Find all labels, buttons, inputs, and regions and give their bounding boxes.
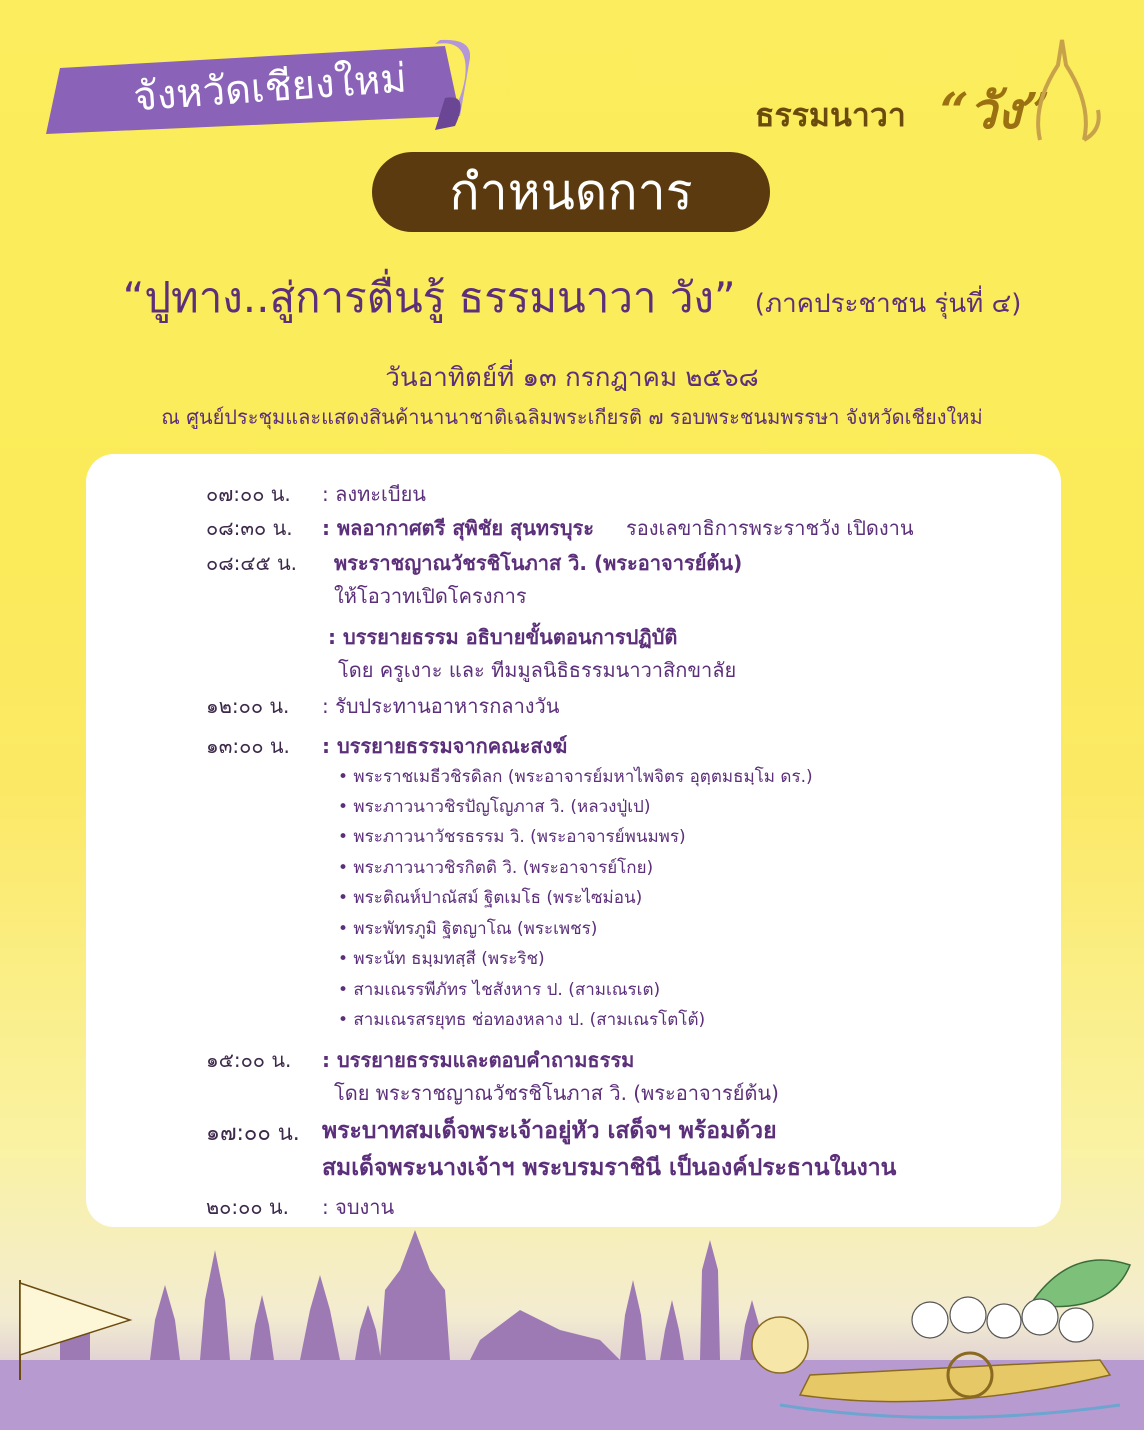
time-label: ๐๘:๔๕ น.	[206, 551, 298, 575]
temple-roof-icon	[1010, 35, 1105, 145]
monk-list-item: • พระนัท ธมฺมทสฺสี (พระริช)	[338, 949, 545, 969]
province-ribbon	[40, 38, 470, 138]
event-subtitle: (ภาคประชาชน รุ่นที่ ๔)	[754, 289, 1022, 319]
time-label: ๑๓:๐๐ น.	[206, 734, 290, 758]
schedule-title: กำหนดการ	[372, 152, 770, 232]
monk-list-item: • พระภาวนาวชิรกิตติ วิ. (พระอาจารย์โกย)	[338, 858, 654, 878]
time-label: ๐๘:๓๐ น.	[206, 516, 293, 540]
brand-wang: “วัง”	[940, 81, 1051, 140]
schedule-item: สมเด็จพระนางเจ้าฯ พระบรมราชินี เป็นองค์ประธานในงาน	[322, 1155, 897, 1181]
schedule-item: รองเลขาธิการพระราชวัง เปิดงาน	[626, 516, 914, 540]
schedule-item: : บรรยายธรรมและตอบคำถามธรรม	[322, 1048, 635, 1072]
schedule-item: : ลงทะเบียน	[322, 482, 426, 506]
time-label: ๐๗:๐๐ น.	[206, 482, 291, 506]
time-label: ๒๐:๐๐ น.	[206, 1195, 289, 1219]
schedule-item: ให้โอวาทเปิดโครงการ	[334, 584, 527, 608]
schedule-item: พระราชญาณวัชรชิโนภาส วิ. (พระอาจารย์ต้น)	[334, 551, 743, 575]
event-venue: ณ ศูนย์ประชุมและแสดงสินค้านานาชาติเฉลิมพระเกียรติ ๗ รอบพระชนมพรรษา จังหวัดเชียงใหม่	[161, 405, 983, 429]
monk-list-item: • พระพัทรภูมิ ฐิตญาโณ (พระเพชร)	[338, 919, 598, 939]
time-label: ๑๕:๐๐ น.	[206, 1048, 292, 1072]
time-label: ๑๒:๐๐ น.	[206, 694, 290, 718]
schedule-item: โดย พระราชญาณวัชรชิโนภาส วิ. (พระอาจารย์ต้น)	[334, 1081, 779, 1105]
monk-list-item: • พระติณห์ปาณัสม์ ฐิตเมโธ (พระไซม่อน)	[338, 888, 643, 908]
schedule-item: : รับประทานอาหารกลางวัน	[322, 694, 560, 718]
schedule-item: : บรรยายธรรม อธิบายขั้นตอนการปฏิบัติ	[328, 625, 678, 649]
monk-list-item: • พระราชเมธีวชิรดิลก (พระอาจารย์มหาไพจิตร อุตฺตมธมฺโม ดร.)	[338, 767, 813, 787]
event-title: “ปูทาง..สู่การตื่นรู้ ธรรมนาวา วัง”	[122, 273, 736, 322]
flag-doodle-icon	[10, 1275, 140, 1385]
schedule-card	[86, 454, 1061, 1227]
event-headline	[0, 265, 1144, 331]
event-date: วันอาทิตย์ที่ ๑๓ กรกฎาคม ๒๕๖๘	[385, 363, 759, 393]
schedule-item: พระบาทสมเด็จพระเจ้าอยู่หัว เสด็จฯ พร้อมด้วย	[322, 1118, 777, 1144]
time-label: ๑๗:๐๐ น.	[206, 1121, 300, 1146]
schedule-item: : จบงาน	[322, 1195, 395, 1219]
monk-list-item: • สามเณรรพีภัทร ไชสังหาร ป. (สามเณรเต)	[338, 980, 661, 1000]
boat-doodle-icon	[740, 1245, 1140, 1430]
monk-list-item: • พระภาวนาวัชรธรรม วิ. (พระอาจารย์พนมพร)	[338, 827, 686, 847]
province-label: จังหวัดเชียงใหม่	[131, 55, 409, 121]
brand-logo	[755, 60, 1115, 150]
schedule-item: : บรรยายธรรมจากคณะสงฆ์	[322, 734, 568, 758]
monk-list-item: • พระภาวนาวชิรปัญโญภาส วิ. (หลวงปู่เป)	[338, 797, 651, 817]
schedule-item: โดย ครูเงาะ และ ทีมมูลนิธิธรรมนาวาสิกขาลัย	[338, 658, 737, 682]
schedule-item: : พลอากาศตรี สุพิชัย สุนทรบุระ	[322, 516, 595, 540]
brand-name: ธรรมนาวา	[755, 96, 906, 134]
monk-list-item: • สามเณรสรยุทธ ช่อทองหลาง ป. (สามเณรโตโต้)	[338, 1010, 706, 1030]
